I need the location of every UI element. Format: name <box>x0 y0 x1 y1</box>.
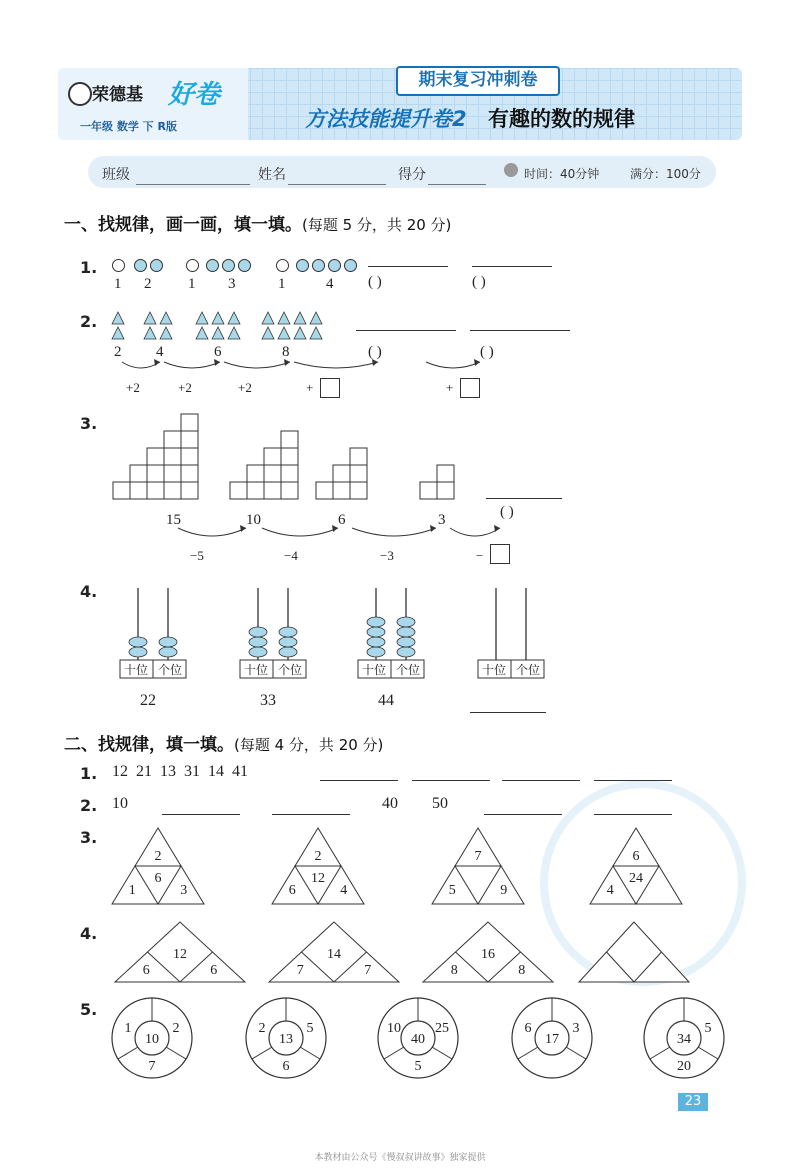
q3-step: −3 <box>380 548 394 563</box>
small-triangle <box>160 327 172 339</box>
time-limit: 时间：40分钟 <box>524 167 600 181</box>
wide-top-value: 14 <box>327 947 341 962</box>
stair-square <box>181 482 198 499</box>
abacus-bead <box>367 617 385 627</box>
series-tag: 期末复习冲刺卷 <box>396 66 560 96</box>
stair-square <box>437 465 454 482</box>
tens-label: 十位 <box>123 663 149 677</box>
answer-paren[interactable]: ( ) <box>368 344 382 360</box>
ring-bottom-value: 5 <box>414 1059 422 1074</box>
q1-label: 1 <box>188 276 196 292</box>
q1-label: 2 <box>144 276 152 292</box>
stair-square <box>247 482 264 499</box>
wide-right-value: 6 <box>210 963 218 978</box>
stair-square <box>333 465 350 482</box>
s2-q1-blank-3[interactable] <box>502 780 580 781</box>
s1-q2-draw-line-2[interactable] <box>470 330 570 331</box>
triangle-top-value: 7 <box>474 849 482 864</box>
q2-step: + <box>306 380 314 395</box>
stair-square <box>316 482 333 499</box>
q2-step: +2 <box>126 380 140 395</box>
stair-square <box>350 482 367 499</box>
q1-label: 3 <box>228 276 236 292</box>
ring-center-value: 34 <box>677 1032 691 1047</box>
stair-square <box>164 448 181 465</box>
stair-square <box>247 465 264 482</box>
stair-square <box>264 448 281 465</box>
abacus-bead <box>249 637 267 647</box>
page-footer: 本教材由公众号《慢叔叔讲故事》独家提供 <box>314 1153 486 1163</box>
grade-info: 一年级 数学 下 R版 <box>80 120 177 133</box>
q1-label: 1 <box>278 276 286 292</box>
abacus-bead <box>279 647 297 657</box>
s1-q3-draw-line[interactable] <box>486 498 562 499</box>
triangle-left-value: 6 <box>288 883 296 898</box>
s1-q2-draw-line-1[interactable] <box>356 330 456 331</box>
stair-square <box>164 431 181 448</box>
answer-paren[interactable]: ( ) <box>368 274 382 290</box>
s1-q3-number: 3. <box>80 414 98 433</box>
tens-label: 十位 <box>361 663 387 677</box>
paper-subtitle: 方法技能提升卷2 <box>305 107 467 131</box>
small-triangle <box>294 327 306 339</box>
ring-right-value: 5 <box>306 1021 314 1036</box>
q1-label: 4 <box>326 276 334 292</box>
stair-square <box>147 465 164 482</box>
stair-square <box>147 482 164 499</box>
stair-square <box>264 465 281 482</box>
triangle-left-value: 1 <box>128 883 136 898</box>
abacus-bead <box>279 637 297 647</box>
abacus-bead <box>279 627 297 637</box>
triangle-top-value: 6 <box>632 849 640 864</box>
abacus-bead <box>159 647 177 657</box>
triangle-right-value: 9 <box>500 883 508 898</box>
triangle-top-value: 2 <box>154 849 162 864</box>
s2-q2-blank-4[interactable] <box>594 814 672 815</box>
ring-bottom-value: 7 <box>148 1059 156 1074</box>
stair-square <box>164 465 181 482</box>
small-triangle <box>278 312 290 324</box>
small-triangle <box>144 312 156 324</box>
small-triangle <box>294 312 306 324</box>
step-arrow <box>352 528 436 536</box>
small-triangle <box>160 312 172 324</box>
q2-step: +2 <box>238 380 252 395</box>
s2-q1-blank-2[interactable] <box>412 780 490 781</box>
triangle-right-value: 4 <box>340 883 348 898</box>
stair-square <box>264 482 281 499</box>
stair-square <box>350 465 367 482</box>
answer-box[interactable] <box>320 378 340 398</box>
stair-square <box>181 465 198 482</box>
abacus-bead <box>397 637 415 647</box>
s2-q1-blank-4[interactable] <box>594 780 672 781</box>
arrowhead <box>430 525 436 532</box>
abacus-bead <box>367 647 385 657</box>
stair-square <box>333 482 350 499</box>
q3-num: 6 <box>338 512 346 528</box>
step-arrow <box>426 362 480 368</box>
wide-left-value: 7 <box>296 963 304 978</box>
q3-step: −5 <box>190 548 204 563</box>
wide-top-value: 16 <box>481 947 495 962</box>
s2-q2-blank-1[interactable] <box>162 814 240 815</box>
small-triangle <box>112 327 124 339</box>
s2-q2-value: 40 <box>382 795 398 812</box>
stair-square <box>164 482 181 499</box>
arrowhead <box>494 525 500 532</box>
small-triangle <box>262 327 274 339</box>
stair-square <box>281 448 298 465</box>
name-label: 姓名 <box>258 167 286 183</box>
wide-top-value: 12 <box>173 947 187 962</box>
ones-label: 个位 <box>157 663 183 677</box>
abacus-bead <box>159 637 177 647</box>
wide-right-value: 8 <box>518 963 526 978</box>
triangle-left-value: 4 <box>606 883 614 898</box>
q3-num: 3 <box>438 512 446 528</box>
stair-square <box>181 431 198 448</box>
small-triangle <box>278 327 290 339</box>
wide-left-value: 6 <box>142 963 150 978</box>
abacus-bead <box>249 627 267 637</box>
stair-square <box>420 482 437 499</box>
stair-square <box>181 448 198 465</box>
stair-square <box>147 448 164 465</box>
section1-title: 一、找规律，画一画，填一填。(每题 5 分，共 20 分) <box>64 215 452 235</box>
abacus-bead <box>129 637 147 647</box>
ones-label: 个位 <box>277 663 303 677</box>
small-triangle <box>212 327 224 339</box>
small-triangle <box>310 327 322 339</box>
step-arrow <box>450 528 500 536</box>
q3-step: −4 <box>284 548 298 563</box>
paper-topic: 有趣的数的规律 <box>488 107 635 131</box>
abacus-value: 33 <box>260 692 276 709</box>
tens-label: 十位 <box>243 663 269 677</box>
ring-bottom-value: 20 <box>677 1059 691 1074</box>
wide-triangle <box>579 922 689 982</box>
s2-q2-number: 2. <box>80 796 98 815</box>
stair-square <box>181 414 198 431</box>
ring-right-value: 5 <box>704 1021 712 1036</box>
tens-label: 十位 <box>481 663 507 677</box>
triangle-center-value: 6 <box>154 871 162 886</box>
triangle-center-value: 24 <box>629 871 643 886</box>
s2-q1-blank-1[interactable] <box>320 780 398 781</box>
ring-left-value: 1 <box>124 1021 132 1036</box>
step-arrow <box>164 362 220 368</box>
stair-square <box>130 465 147 482</box>
brand-name: 荣德基 <box>92 85 143 105</box>
stair-square <box>437 482 454 499</box>
abacus-bead <box>129 647 147 657</box>
abacus-value: 22 <box>140 692 156 709</box>
q2-num: 6 <box>214 344 222 360</box>
stair-square <box>230 482 247 499</box>
step-arrow <box>122 362 160 368</box>
ring-left-value: 10 <box>387 1021 401 1036</box>
answer-box[interactable] <box>490 544 510 564</box>
answer-box[interactable] <box>460 378 480 398</box>
answer-paren[interactable]: ( ) <box>500 504 514 520</box>
wide-right-value: 7 <box>364 963 372 978</box>
score-label: 得分 <box>398 167 426 183</box>
s2-q3-number: 3. <box>80 828 98 847</box>
ring-left-value: 6 <box>524 1021 532 1036</box>
abacus-bead <box>367 637 385 647</box>
ring-center-value: 13 <box>279 1032 293 1047</box>
small-triangle <box>144 327 156 339</box>
triangle-left-value: 5 <box>448 883 456 898</box>
section2-title: 二、找规律，填一填。(每题 4 分，共 20 分) <box>64 735 384 755</box>
wide-left-value: 8 <box>450 963 458 978</box>
q2-num: 2 <box>114 344 122 360</box>
s2-q5-number: 5. <box>80 1000 98 1019</box>
triangle-center-value: 12 <box>311 871 325 886</box>
abacus-value: 44 <box>378 692 394 709</box>
s2-q1-number: 1. <box>80 764 98 783</box>
s2-q1-sequence: 12 21 13 31 14 41 <box>112 763 248 780</box>
answer-paren[interactable]: ( ) <box>480 344 494 360</box>
full-score: 满分：100分 <box>630 167 701 181</box>
step-arrow <box>224 362 290 368</box>
small-triangle <box>112 312 124 324</box>
class-label: 班级 <box>102 167 130 183</box>
q3-step: − <box>476 548 484 563</box>
s2-q2-blank-3[interactable] <box>484 814 562 815</box>
ring-center-value: 10 <box>145 1032 159 1047</box>
q2-step: + <box>446 380 454 395</box>
abacus-bead <box>397 617 415 627</box>
small-triangle <box>196 312 208 324</box>
q3-num: 15 <box>166 512 181 528</box>
series-logo: 好卷 <box>168 80 221 110</box>
q1-label: 1 <box>114 276 122 292</box>
q3-num: 10 <box>246 512 261 528</box>
abacus-bead <box>249 647 267 657</box>
stair-square <box>281 465 298 482</box>
s1-q2-number: 2. <box>80 312 98 331</box>
abacus-bead <box>397 627 415 637</box>
small-triangle <box>310 312 322 324</box>
s2-q2-value: 50 <box>432 795 448 812</box>
ring-center-value: 17 <box>545 1032 559 1047</box>
small-triangle <box>262 312 274 324</box>
ring-left-value: 2 <box>258 1021 266 1036</box>
page-number: 23 <box>678 1093 708 1111</box>
stair-square <box>281 482 298 499</box>
ring-right-value: 3 <box>572 1021 580 1036</box>
step-arrow <box>262 528 338 536</box>
ring-right-value: 2 <box>172 1021 180 1036</box>
s2-q4-number: 4. <box>80 924 98 943</box>
abacus-bead <box>397 647 415 657</box>
stair-square <box>130 482 147 499</box>
step-arrow <box>294 362 378 368</box>
s1-q4-number: 4. <box>80 582 98 601</box>
s2-q2-blank-2[interactable] <box>272 814 350 815</box>
ring-right-value: 25 <box>435 1021 449 1036</box>
ones-label: 个位 <box>515 663 541 677</box>
q2-num: 8 <box>282 344 290 360</box>
small-triangle <box>228 327 240 339</box>
stair-square <box>350 448 367 465</box>
stair-square <box>113 482 130 499</box>
q2-num: 4 <box>156 344 164 360</box>
triangle-right-value: 3 <box>180 883 188 898</box>
q2-step: +2 <box>178 380 192 395</box>
small-triangle <box>228 312 240 324</box>
stair-square <box>281 431 298 448</box>
s2-q2-value: 10 <box>112 795 128 812</box>
ones-label: 个位 <box>395 663 421 677</box>
answer-paren[interactable]: ( ) <box>472 274 486 290</box>
ring-bottom-value: 6 <box>282 1059 290 1074</box>
small-triangle <box>196 327 208 339</box>
triangle-top-value: 2 <box>314 849 322 864</box>
s1-q4-answer-line[interactable] <box>470 712 546 713</box>
step-arrow <box>178 528 246 536</box>
small-triangle <box>212 312 224 324</box>
s1-q1-number: 1. <box>80 258 98 277</box>
ring-center-value: 40 <box>411 1032 425 1047</box>
abacus-bead <box>367 627 385 637</box>
